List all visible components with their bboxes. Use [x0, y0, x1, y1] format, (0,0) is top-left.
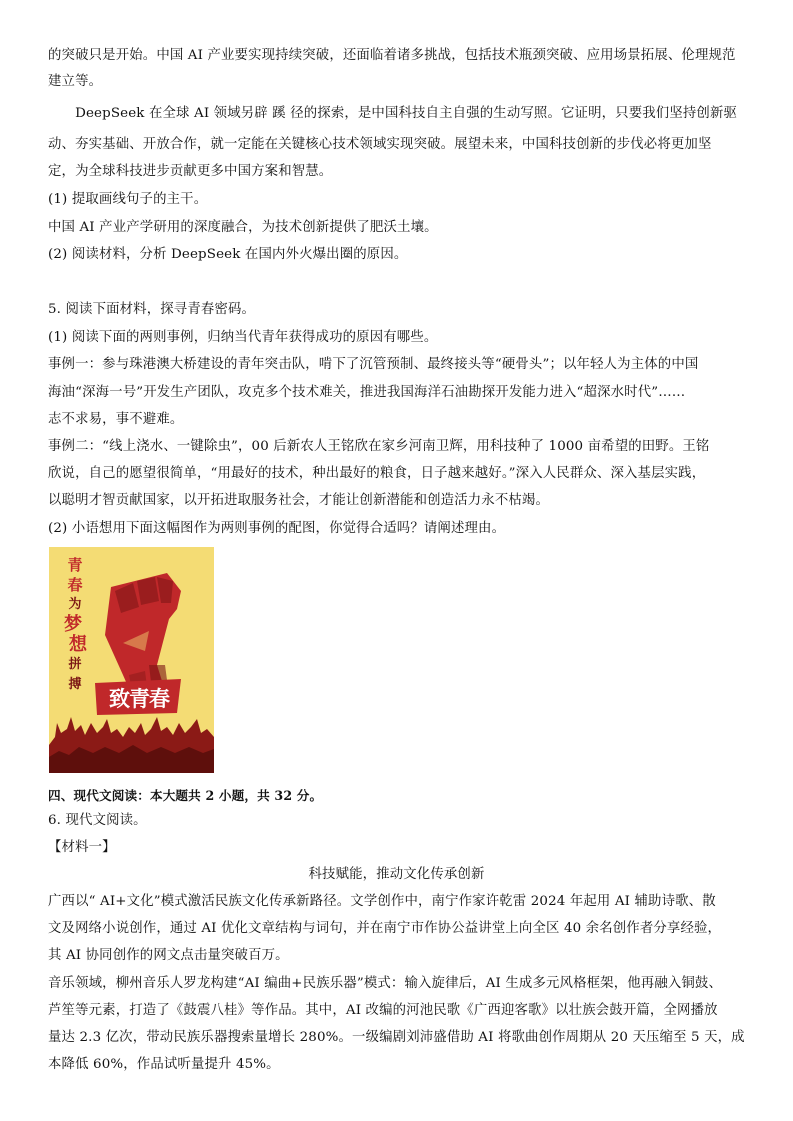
- youth-poster-image: [49, 547, 214, 773]
- poster-char: 想: [69, 634, 87, 655]
- answer-text: 中国 AI 产业产学研用的深度融合，为技术创新提供了肥沃土壤。: [48, 220, 438, 235]
- question-text: (2) 阅读材料，分析 DeepSeek 在国内外火爆出圈的原因。: [48, 247, 408, 262]
- text-line: DeepSeek 在全球 AI 领域另辟 蹊 径的探索，是中国科技自主自强的生动写照。它证明，只要我们坚持创新驱: [48, 106, 738, 121]
- question-5-title: 5. 阅读下面材料，探寻青春密码。: [48, 302, 256, 317]
- poster-banner-text: 致青春: [109, 687, 169, 711]
- text-line: 的突破只是开始。中国 AI 产业要实现持续突破，还面临着诸多挑战，包括技术瓶颈突破、应用场景拓展、伦理规范: [48, 48, 736, 63]
- poster-char: 为: [68, 597, 82, 612]
- section-header: 四、现代文阅读：本大题共 2 小题，共 32 分。: [48, 788, 323, 803]
- text-line: 事例二：“线上浇水、一键除虫”，00 后新农人王铭欣在家乡河南卫辉，用科技种了 1000 亩希望的田野。王铭: [48, 439, 710, 454]
- text-line: 文及网络小说创作，通过 AI 优化文章结构与词句，并在南宁市作协公益讲堂上向全区 40 余名创作者分享经验，: [48, 921, 722, 936]
- poster-char: 春: [67, 576, 83, 594]
- text-line: 志不求易，事不避难。: [48, 412, 184, 427]
- question-text: (1) 阅读下面的两则事例，归纳当代青年获得成功的原因有哪些。: [48, 330, 438, 345]
- text-line: 芦笙等元素，打造了《鼓震八桂》等作品。其中，AI 改编的河池民歌《广西迎客歌》以壮族会鼓开篇，全网播放: [48, 1003, 718, 1018]
- text-line: 动、夯实基础、开放合作，就一定能在关键核心技术领域实现突破。展望未来，中国科技创新的步伐必将更加坚: [48, 137, 712, 152]
- text-line: 建立等。: [48, 74, 103, 89]
- text-line: 其 AI 协同创作的网文点击量突破百万。: [48, 948, 289, 963]
- text-line: 量达 2.3 亿次，带动民族乐器搜索量增长 280%。一级编剧刘沛盛借助 AI 将歌曲创作周期从 20 天压缩至 5 天，成: [48, 1030, 745, 1045]
- text-line: 欣说，自己的愿望很简单，“用最好的技术，种出最好的粮食，日子越来越好。”深入人民群众、深入基层实践，: [48, 466, 706, 481]
- question-text: (1) 提取画线句子的主干。: [48, 192, 208, 207]
- article-title: 科技赋能，推动文化传承创新: [308, 867, 485, 882]
- poster-char: 拼: [68, 657, 82, 672]
- text-line: 海油“深海一号”开发生产团队，攻克多个技术难关，推进我国海洋石油勘探开发能力进入“超深水时代”……: [48, 385, 686, 400]
- question-6-title: 6. 现代文阅读。: [48, 813, 147, 828]
- poster-char: 青: [67, 556, 83, 574]
- text-line: 定，为全球科技进步贡献更多中国方案和智慧。: [48, 164, 333, 179]
- poster-char: 梦: [64, 614, 82, 635]
- text-line: 广西以“ AI+文化”模式激活民族文化传承新路径。文学创作中，南宁作家许乾雷 2024 年起用 AI 辅助诗歌、散: [48, 894, 716, 909]
- text-line: 事例一：参与珠港澳大桥建设的青年突击队，啃下了沉管预制、最终接头等“硬骨头”；以年轻人为主体的中国: [48, 357, 699, 372]
- question-text: (2) 小语想用下面这幅图作为两则事例的配图，你觉得合适吗？请阐述理由。: [48, 521, 506, 536]
- poster-char: 搏: [68, 677, 82, 692]
- text-line: 本降低 60%，作品试听量提升 45%。: [48, 1057, 280, 1072]
- text-line: 音乐领域，柳州音乐人罗龙构建“AI 编曲+民族乐器”模式：输入旋律后，AI 生成多元风格框架，他再融入铜鼓、: [48, 976, 723, 991]
- text-line: 以聪明才智贡献国家，以开拓进取服务社会，才能让创新潜能和创造活力永不枯竭。: [48, 493, 550, 508]
- material-label: 【材料一】: [48, 840, 116, 855]
